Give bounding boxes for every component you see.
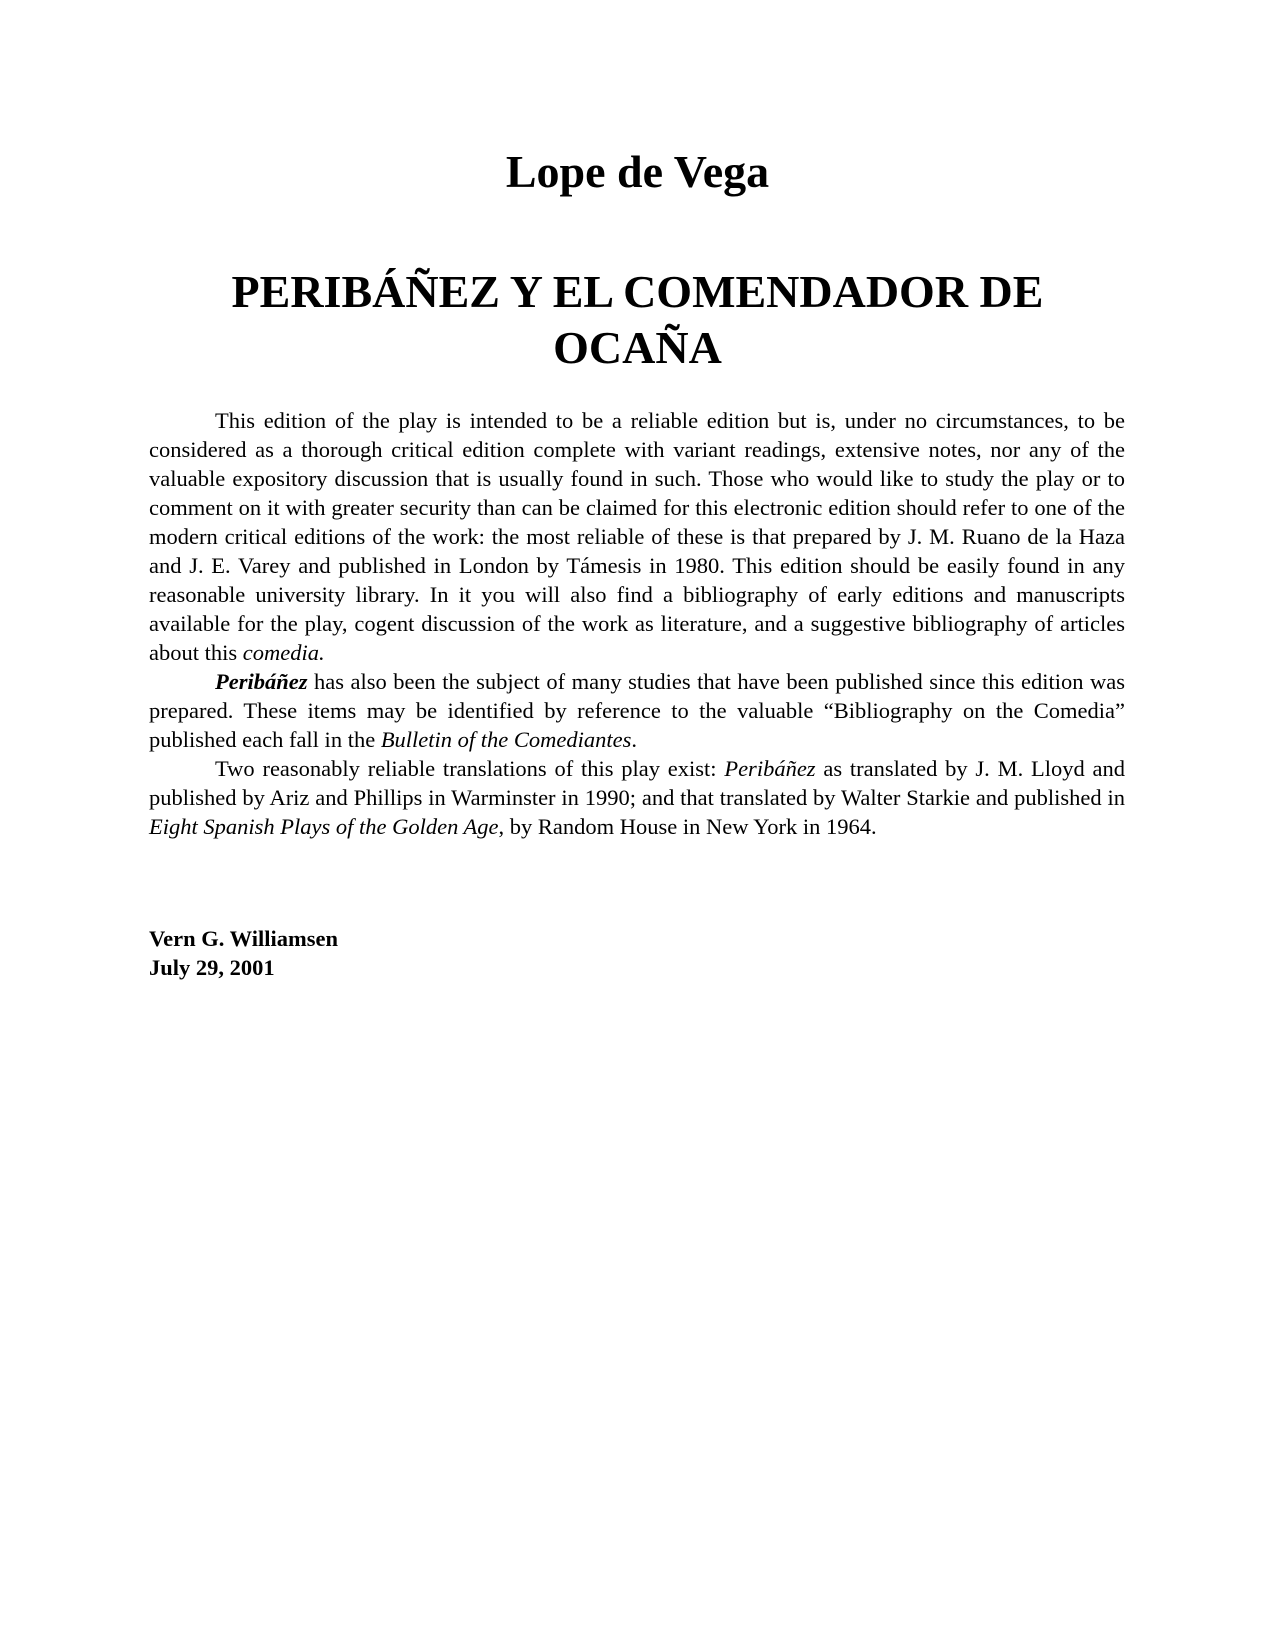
play-title: PERIBÁÑEZ Y EL COMENDADOR DE OCAÑA xyxy=(231,266,1044,373)
paragraph-text: . xyxy=(631,727,638,752)
paragraph-text: as translated by J. M. Lloyd and published by Ariz and Phillips in Warminster in 1990; and that translated by Walter Starkie and published in xyxy=(149,756,1125,810)
italic-journal: Bulletin of the Comediantes xyxy=(380,727,632,752)
italic-book-title: Eight Spanish Plays of the Golden Age xyxy=(149,814,499,839)
paragraph-text: , by Random House in New York in 1964. xyxy=(498,814,877,839)
italic-title: Peribáñez xyxy=(724,756,816,781)
paragraph-intro xyxy=(149,406,1125,667)
paragraph-studies xyxy=(149,667,1125,754)
paragraph-text: Two reasonably reliable translations of this play exist: xyxy=(215,756,725,781)
signature-block xyxy=(149,924,338,982)
author-heading: Lope de Vega xyxy=(505,146,770,197)
signature-name: Vern G. Williamsen xyxy=(149,926,338,951)
bold-italic-title: Peribáñez xyxy=(215,669,308,694)
italic-term: comedia. xyxy=(242,640,325,665)
paragraph-translations xyxy=(149,754,1125,841)
paragraph-text: has also been the subject of many studies that have been published since this edition was prepared. These items may be identified by reference to the valuable “Bibliography on the Comedia” published each fall in the xyxy=(149,669,1125,752)
paragraph-text: This edition of the play is intended to be a reliable edition but is, under no circumstances, to be considered as a thorough critical edition complete with variant readings, extensive notes, nor any of the valuable expository discussion that is usually found in such. Those who would like to study the play or to comment on it with greater security than can be claimed for this electronic edition should refer to one of the modern critical editions of the work: the most reliable of these is that prepared by J. M. Ruano de la Haza and J. E. Varey and published in London by Támesis in 1980. This edition should be easily found in any reasonable university library. In it you will also find a bibliography of early editions and manuscripts available for the play, cogent discussion of the work as literature, and a suggestive bibliography of articles about this xyxy=(149,408,1125,665)
document-body xyxy=(149,406,1125,841)
signature-date: July 29, 2001 xyxy=(149,955,275,980)
